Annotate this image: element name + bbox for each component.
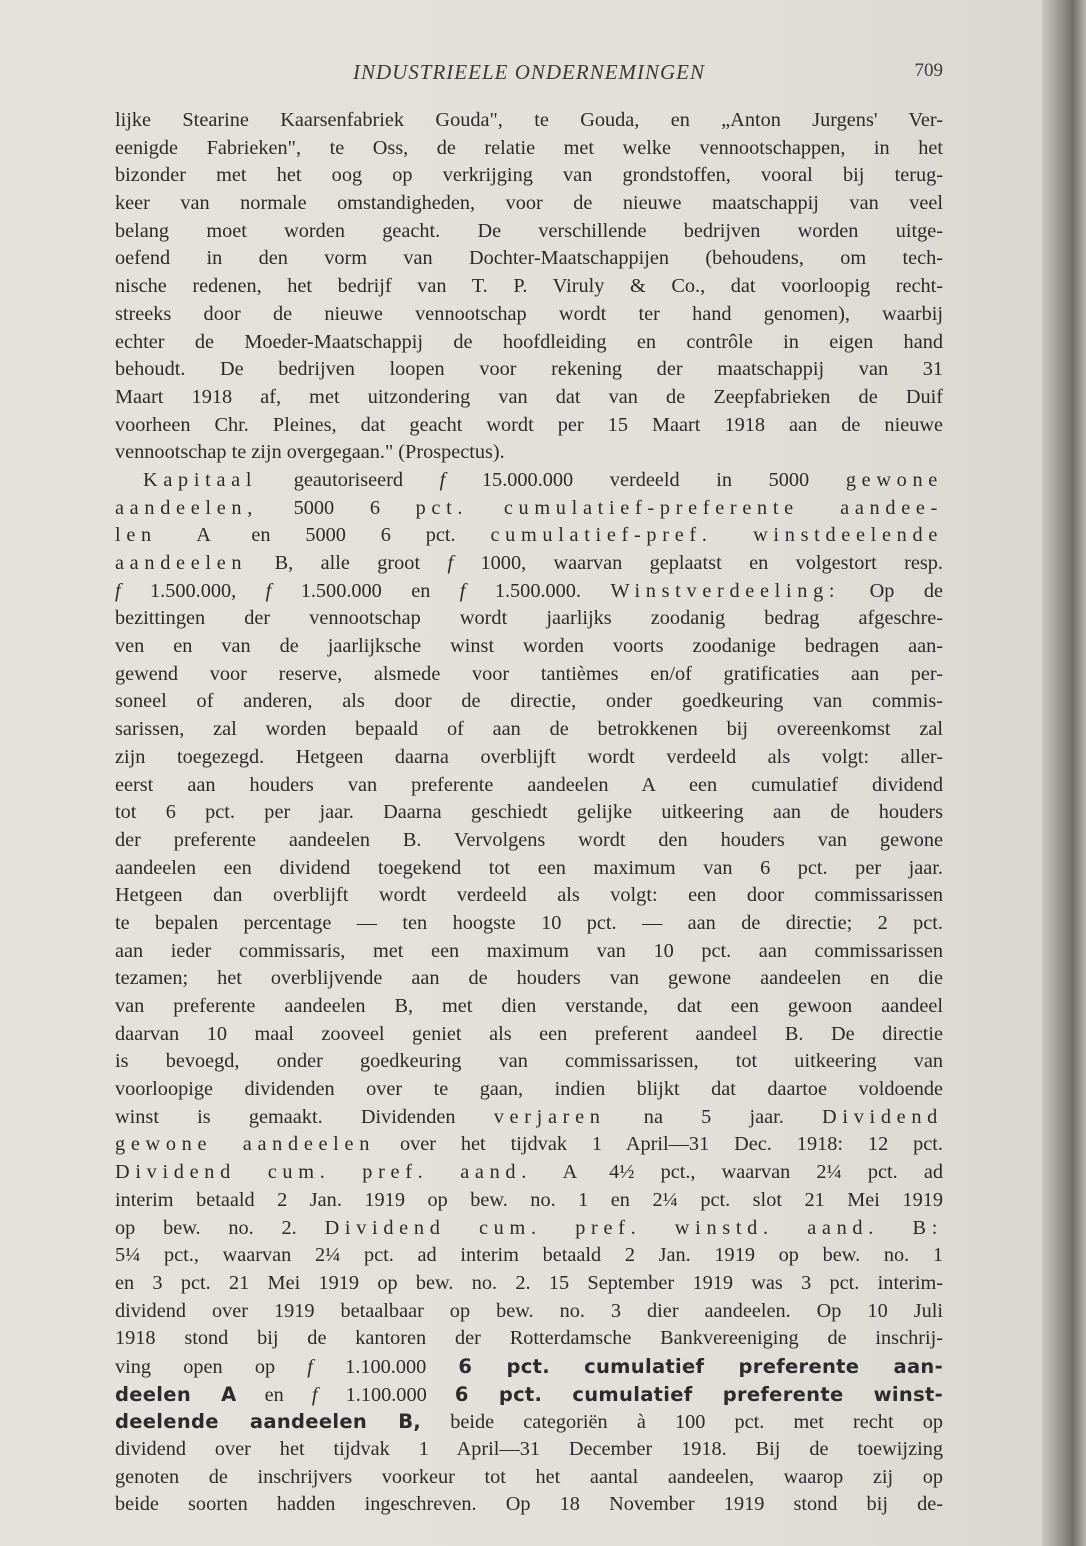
text-segment: aan ieder commissaris, met een maximum van 10 pct. aan commissarissen	[115, 939, 943, 962]
text-segment: keer van normale omstandigheden, voor de nieuwe maatschappij van veel	[115, 192, 943, 215]
text-line	[115, 1464, 943, 1492]
text-segment: dividend over het tijdvak 1 April—31 December 1918. Bij de toewijzing	[115, 1438, 943, 1460]
text-segment: tezamen; het overblijvende aan de houders van gewone aandeelen en die	[115, 967, 943, 990]
text-segment: belang moet worden geacht. De verschillende bedrijven worden uitge-	[115, 219, 943, 242]
text-line	[115, 162, 943, 190]
text-segment: Dividend cum. pref. winstd. aand. B:	[324, 1216, 943, 1239]
text-segment: 15.000.000 verdeeld in 5000	[445, 468, 846, 491]
text-line	[115, 910, 943, 938]
text-line	[115, 1215, 943, 1243]
text-segment: 6 pct. cumulatief preferente aan-	[458, 1354, 943, 1378]
text-segment: pct.	[415, 496, 469, 519]
text-segment	[468, 497, 504, 519]
text-segment: aandeelen een dividend toegekend tot een maximum van 6 pct. per jaar.	[115, 856, 943, 879]
text-segment: interim betaald 2 Jan. 1919 op bew. no. 1 en 2¼ pct. slot 21 Mei 1919	[115, 1188, 943, 1211]
text-segment: ving open op	[115, 1355, 308, 1378]
text-segment: lijke Stearine Kaarsenfabriek Gouda", te Gouda, en „Anton Jurgens' Ver-	[115, 109, 943, 131]
text-segment: f	[115, 579, 121, 602]
text-line	[115, 190, 943, 218]
text-line	[115, 356, 943, 384]
text-line	[115, 1187, 943, 1215]
text-line	[115, 550, 943, 578]
text-segment: voorloopige dividenden over te gaan, indien blijkt dat daartoe voldoende	[115, 1078, 943, 1101]
text-segment: Kapitaal	[143, 468, 258, 491]
text-segment: 1.100.000	[317, 1383, 455, 1406]
text-segment: 5¼ pct., waarvan 2¼ pct. ad interim betaald 2 Jan. 1919 op bew. no. 1	[115, 1244, 943, 1267]
text-segment: soneel of anderen, als door de directie, onder goedkeuring van commis-	[115, 690, 943, 713]
text-segment: winst is gemaakt. Dividenden	[115, 1105, 494, 1128]
text-segment: gewone aandeelen	[115, 1133, 376, 1156]
text-line	[115, 135, 943, 163]
text-segment: beide soorten hadden ingeschreven. Op 18 November 1919 stond bij de-	[115, 1493, 943, 1516]
text-line	[115, 993, 943, 1021]
text-line	[115, 107, 943, 135]
text-line	[115, 744, 943, 772]
text-segment: f	[447, 552, 454, 574]
text-line	[115, 1242, 943, 1270]
text-line	[115, 605, 943, 633]
text-segment: over het tijdvak 1 April—31 Dec. 1918: 12 pct.	[375, 1133, 943, 1156]
text-segment: te bepalen percentage — ten hoogste 10 pct. — aan de directie; 2 pct.	[115, 911, 943, 934]
page-edge	[1042, 0, 1086, 1546]
text-segment: cumulatief-pref. winstdeelende	[490, 524, 943, 547]
text-segment: gewone	[845, 468, 943, 491]
text-segment: 1000, waarvan geplaatst en volgestort resp.	[453, 552, 943, 574]
text-segment: Hetgeen dan overblijft wordt verdeeld als volgt: een door commissarissen	[115, 884, 943, 907]
text-line	[115, 329, 943, 357]
text-segment: 5000 6	[257, 496, 416, 519]
text-segment: bezittingen der vennootschap wordt jaarlijks zoodanig bedrag afgeschre-	[115, 607, 943, 630]
text-line	[115, 1104, 943, 1132]
text-segment: en	[236, 1383, 312, 1406]
text-line	[115, 218, 943, 246]
body-text	[115, 107, 943, 1519]
text-segment: geautoriseerd	[257, 468, 440, 491]
text-line	[115, 1270, 943, 1298]
text-line	[115, 439, 943, 467]
page-header	[115, 60, 943, 94]
text-line	[115, 412, 943, 440]
text-line	[115, 855, 943, 883]
running-title: INDUSTRIEELE ONDERNEMINGEN	[352, 60, 706, 84]
text-line	[115, 965, 943, 993]
text-segment: cumulatief-preferente aandee-	[503, 496, 943, 519]
text-segment: streeks door de nieuwe vennootschap wordt ter hand genomen), waarbij	[115, 302, 943, 325]
text-segment: deelen A	[115, 1382, 237, 1406]
text-line	[115, 716, 943, 744]
text-segment: f	[265, 579, 272, 602]
text-segment: Winstverdeeling:	[610, 579, 841, 602]
text-segment: f	[459, 579, 466, 602]
text-segment: f	[439, 468, 446, 491]
text-segment: len A	[115, 524, 217, 547]
text-segment: van preferente aandeelen B, met dien verstande, dat een gewoon aandeel	[115, 995, 943, 1017]
text-segment: 1.500.000,	[120, 579, 266, 602]
text-line	[115, 245, 943, 273]
text-line	[115, 799, 943, 827]
text-line	[115, 661, 943, 689]
text-line	[115, 384, 943, 412]
text-segment: is bevoegd, onder goedkeuring van commissarissen, tot uitkeering van	[115, 1050, 943, 1073]
text-line	[115, 882, 943, 910]
text-segment: op bew. no. 2.	[115, 1216, 325, 1239]
text-line	[115, 1408, 943, 1436]
text-line	[115, 1325, 943, 1353]
text-segment: zijn toegezegd. Hetgeen daarna overblijft wordt verdeeld als volgt: aller-	[115, 745, 943, 768]
text-segment: genoten de inschrijvers voorkeur tot het aantal aandeelen, waarop zij op	[115, 1465, 943, 1488]
text-line	[115, 827, 943, 855]
text-segment: bizonder met het oog op verkrijging van grondstoffen, vooral bij terug-	[115, 164, 943, 187]
text-segment: Op de	[840, 579, 943, 602]
text-segment: 1918 stond bij de kantoren der Rotterdamsche Bankvereeniging de inschrij-	[115, 1327, 943, 1350]
text-line	[115, 1048, 943, 1076]
text-segment: behoudt. De bedrijven loopen voor rekening der maatschappij van 31	[115, 358, 943, 381]
text-segment: voorheen Chr. Pleines, dat geacht wordt per 15 Maart 1918 aan de nieuwe	[115, 413, 943, 436]
text-segment: 4½ pct., waarvan 2¼ pct. ad	[583, 1161, 943, 1184]
text-line	[115, 301, 943, 329]
text-line	[115, 938, 943, 966]
text-line	[115, 688, 943, 716]
text-segment: 6 pct. cumulatief preferente winst-	[454, 1382, 943, 1406]
text-line	[115, 522, 943, 550]
text-segment: der preferente aandeelen B. Vervolgens wordt den houders van gewone	[115, 828, 943, 851]
text-line	[115, 1021, 943, 1049]
text-line	[115, 772, 943, 800]
text-segment: eerst aan houders van preferente aandeelen A een cumulatief dividend	[115, 773, 943, 796]
text-line	[115, 1298, 943, 1326]
text-segment: vennootschap te zijn overgegaan." (Prospectus).	[115, 441, 505, 464]
text-segment: Maart 1918 af, met uitzondering van dat van de Zeepfabrieken de Duif	[115, 385, 943, 408]
text-line	[115, 1491, 943, 1519]
text-line	[115, 1076, 943, 1104]
text-segment: Dividend cum. pref. aand. A	[115, 1161, 583, 1184]
text-segment: f	[311, 1383, 318, 1406]
text-segment: beide categoriën à 100 pct. met recht op	[421, 1411, 943, 1434]
text-segment: aandeelen	[115, 552, 248, 574]
text-line	[115, 495, 943, 523]
text-segment: sarissen, zal worden bepaald of aan de betrokkenen bij overeenkomst zal	[115, 718, 943, 741]
text-line	[115, 1131, 943, 1159]
text-segment: aandeelen,	[115, 496, 258, 519]
text-segment: daarvan 10 maal zooveel geniet als een preferent aandeel B. De directie	[115, 1022, 943, 1045]
page-number: 709	[914, 60, 943, 81]
text-segment: en 3 pct. 21 Mei 1919 op bew. no. 2. 15 September 1919 was 3 pct. interim-	[115, 1271, 943, 1294]
text-segment: Dividend	[822, 1105, 943, 1128]
text-segment: deelende aandeelen B,	[115, 1410, 422, 1434]
text-segment: echter de Moeder-Maatschappij de hoofdleiding en contrôle in eigen hand	[115, 330, 943, 353]
text-segment: 1.500.000.	[465, 579, 611, 602]
text-segment: verjaren	[493, 1105, 606, 1128]
text-line	[115, 1381, 943, 1409]
text-segment: tot 6 pct. per jaar. Daarna geschiedt gelijke uitkeering aan de houders	[115, 801, 943, 824]
text-segment: nische redenen, het bedrijf van T. P. Viruly & Co., dat voorloopig recht-	[115, 275, 943, 298]
text-segment: eenigde Fabrieken", te Oss, de relatie met welke vennootschappen, in het	[115, 136, 943, 159]
text-line	[115, 273, 943, 301]
text-segment: dividend over 1919 betaalbaar op bew. no. 3 dier aandeelen. Op 10 Juli	[115, 1299, 943, 1322]
text-segment: gewend voor reserve, alsmede voor tantièmes en/of gratificaties aan per-	[115, 662, 943, 685]
text-segment: 1.500.000 en	[271, 579, 460, 602]
text-segment: f	[307, 1355, 313, 1378]
text-segment: na 5 jaar.	[605, 1105, 823, 1128]
text-segment: B, alle groot	[247, 552, 448, 574]
text-line	[115, 1436, 943, 1464]
text-segment: ven en van de jaarlijksche winst worden voorts zoodanige bedragen aan-	[115, 635, 943, 658]
text-line	[115, 467, 943, 495]
text-segment: en 5000 6 pct.	[216, 524, 491, 547]
text-line	[115, 1353, 943, 1381]
text-line	[115, 633, 943, 661]
text-segment: oefend in den vorm van Dochter-Maatschappijen (behoudens, om tech-	[115, 247, 943, 270]
text-line	[115, 1159, 943, 1187]
text-line	[115, 578, 943, 606]
text-segment: 1.100.000	[312, 1355, 459, 1378]
